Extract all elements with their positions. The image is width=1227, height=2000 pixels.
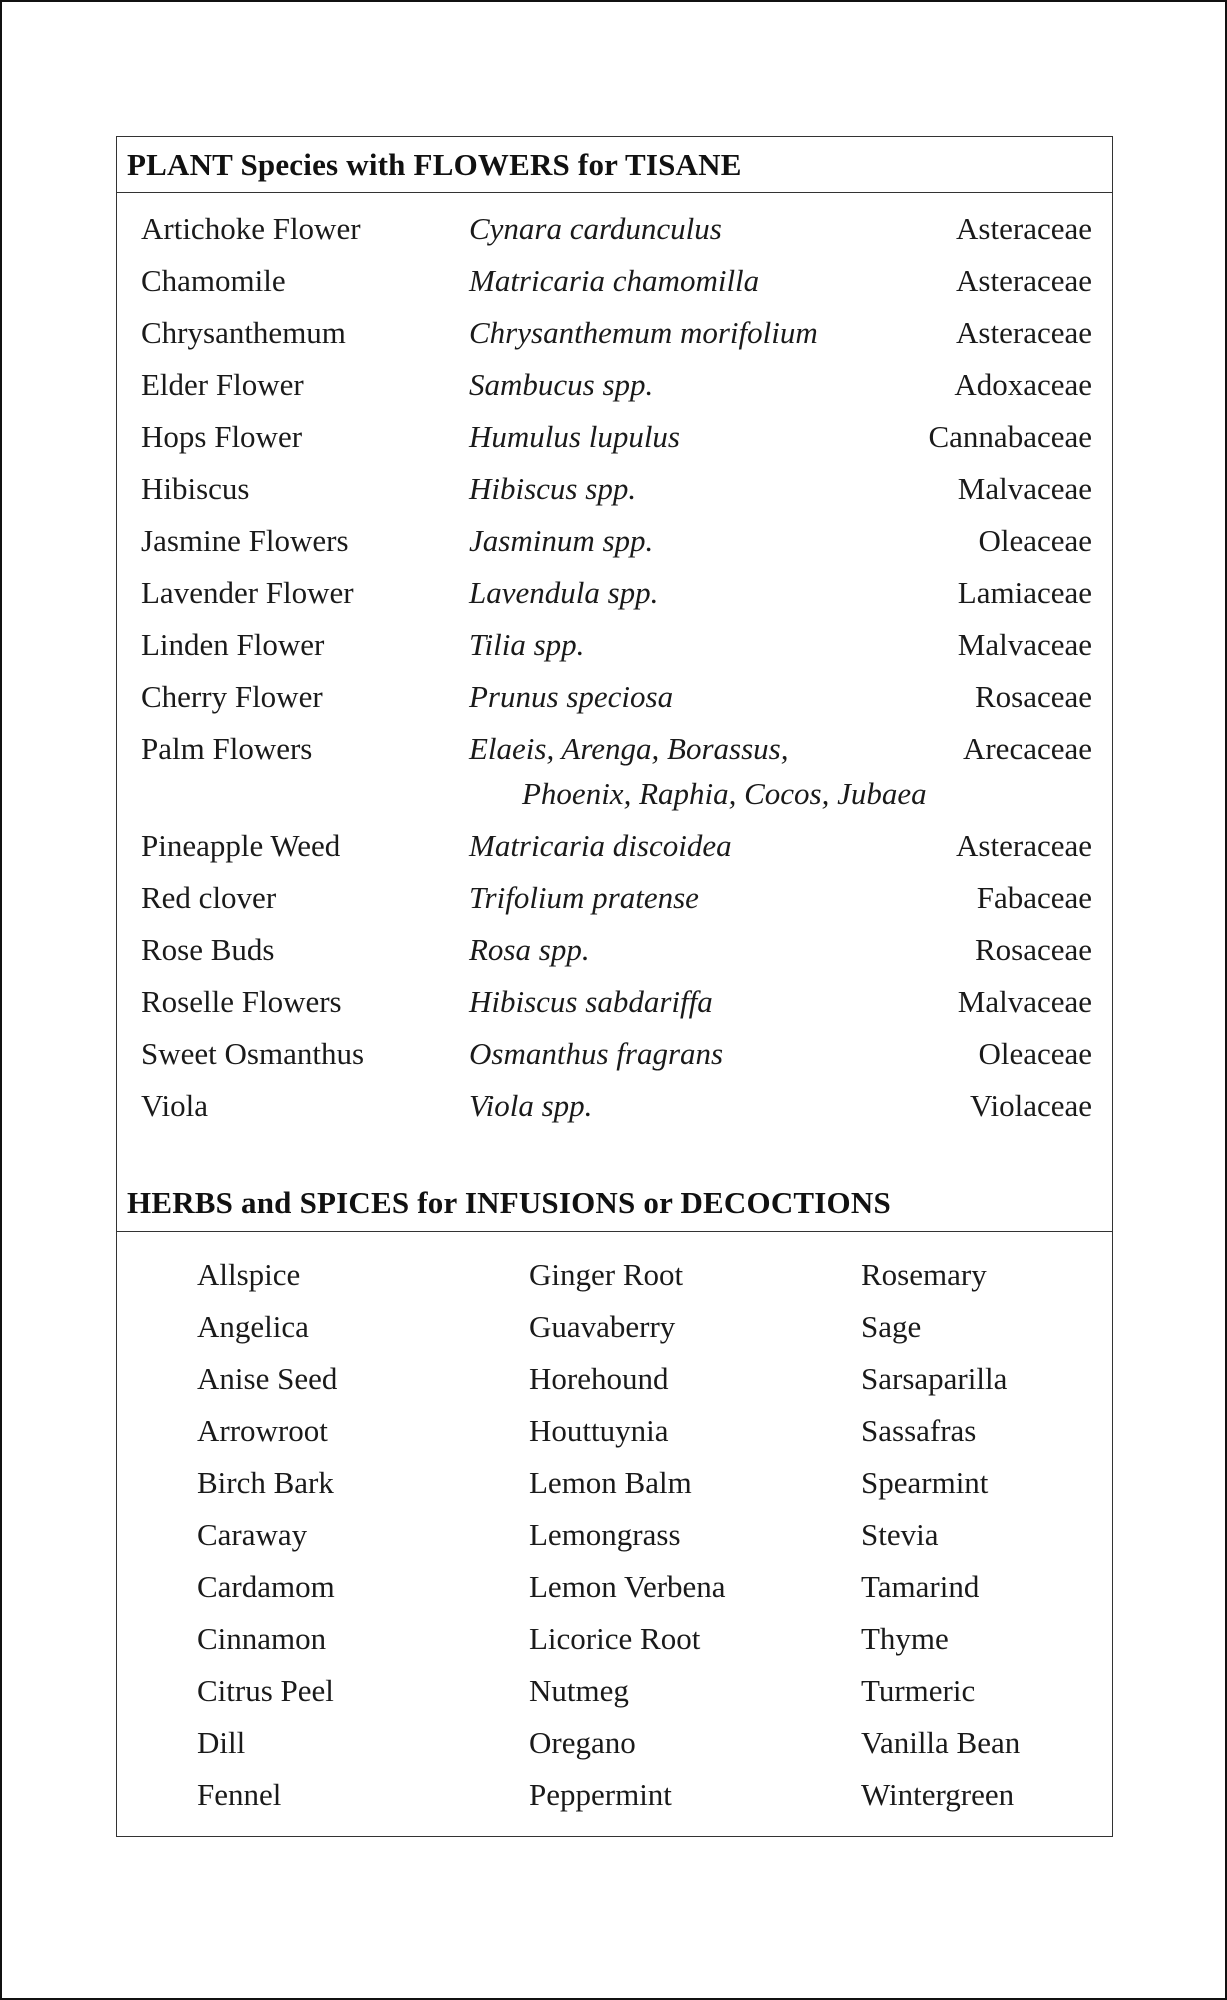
- common-name: Linden Flower: [141, 627, 325, 662]
- flower-row: [117, 315, 1112, 365]
- family-name: Malvaceae: [957, 984, 1092, 1019]
- herb-item: Anise Seed: [197, 1361, 338, 1396]
- scientific-name: Humulus lupulus: [469, 419, 680, 454]
- scientific-name-continued: Phoenix, Raphia, Cocos, Jubaea: [522, 776, 927, 811]
- common-name: Chamomile: [141, 263, 286, 298]
- scientific-name: Rosa spp.: [469, 932, 590, 967]
- herbs-column-3: [861, 1257, 1020, 1829]
- herbs-section-title: HERBS and SPICES for INFUSIONS or DECOCTIONS: [127, 1185, 891, 1220]
- common-name: Artichoke Flower: [141, 211, 361, 246]
- herbs-column-2: [529, 1257, 726, 1829]
- herb-item: Turmeric: [861, 1673, 976, 1708]
- family-name: Lamiaceae: [957, 575, 1092, 610]
- flower-row: [117, 627, 1112, 677]
- herb-item: Tamarind: [861, 1569, 980, 1604]
- scientific-name: Trifolium pratense: [469, 880, 699, 915]
- flower-row: [117, 880, 1112, 930]
- herb-item: Citrus Peel: [197, 1673, 334, 1708]
- herb-item: Vanilla Bean: [861, 1725, 1021, 1760]
- flowers-section-title: PLANT Species with FLOWERS for TISANE: [127, 147, 742, 182]
- herb-item: Wintergreen: [861, 1777, 1015, 1812]
- herb-item: Allspice: [197, 1257, 301, 1292]
- common-name: Palm Flowers: [141, 731, 313, 766]
- common-name: Hibiscus: [141, 471, 250, 506]
- scientific-name: Hibiscus spp.: [469, 471, 637, 506]
- herb-item: Rosemary: [861, 1257, 987, 1292]
- herb-item: Lemon Balm: [529, 1465, 692, 1500]
- herb-item: Spearmint: [861, 1465, 989, 1500]
- herbs-title-rule: [117, 1231, 1112, 1232]
- herb-item: Cinnamon: [197, 1621, 327, 1656]
- scientific-name: Lavendula spp.: [469, 575, 659, 610]
- scientific-name: Hibiscus sabdariffa: [469, 984, 713, 1019]
- herb-item: Angelica: [197, 1309, 309, 1344]
- herb-item: Cardamom: [197, 1569, 335, 1604]
- scientific-name: Tilia spp.: [469, 627, 585, 662]
- scientific-name: Cynara cardunculus: [469, 211, 722, 246]
- family-name: Cannabaceae: [928, 419, 1092, 454]
- scientific-name: Elaeis, Arenga, Borassus,: [469, 731, 789, 766]
- flower-row: [117, 828, 1112, 878]
- flower-row: [117, 471, 1112, 521]
- flower-row: [117, 575, 1112, 625]
- common-name: Chrysanthemum: [141, 315, 346, 350]
- herbs-column-1: [197, 1257, 337, 1829]
- flower-row: [117, 1088, 1112, 1138]
- herb-item: Sage: [861, 1309, 922, 1344]
- common-name: Viola: [141, 1088, 209, 1123]
- scientific-name: Viola spp.: [469, 1088, 593, 1123]
- herb-item: Nutmeg: [529, 1673, 629, 1708]
- family-name: Malvaceae: [957, 627, 1092, 662]
- herb-item: Fennel: [197, 1777, 282, 1812]
- flower-row: [117, 932, 1112, 982]
- herb-item: Lemon Verbena: [529, 1569, 726, 1604]
- flower-row: [117, 367, 1112, 417]
- scientific-name: Matricaria chamomilla: [469, 263, 760, 298]
- flower-row: [117, 419, 1112, 469]
- scientific-name: Prunus speciosa: [469, 679, 674, 714]
- family-name: Asteraceae: [956, 211, 1092, 246]
- herb-item: Guavaberry: [529, 1309, 676, 1344]
- scientific-name: Jasminum spp.: [469, 523, 654, 558]
- scientific-name: Matricaria discoidea: [469, 828, 732, 863]
- herb-item: Horehound: [529, 1361, 669, 1396]
- flower-row: [117, 731, 1112, 811]
- family-name: Adoxaceae: [954, 367, 1092, 402]
- flower-row: [117, 211, 1112, 261]
- family-name: Fabaceae: [976, 880, 1092, 915]
- family-name: Asteraceae: [956, 828, 1092, 863]
- common-name: Roselle Flowers: [141, 984, 342, 1019]
- family-name: Rosaceae: [974, 679, 1092, 714]
- herb-item: Oregano: [529, 1725, 636, 1760]
- herb-item: Peppermint: [529, 1777, 672, 1812]
- herb-item: Houttuynia: [529, 1413, 669, 1448]
- herb-item: Sarsaparilla: [861, 1361, 1008, 1396]
- family-name: Asteraceae: [956, 315, 1092, 350]
- scientific-name: Chrysanthemum morifolium: [469, 315, 818, 350]
- herb-item: Caraway: [197, 1517, 308, 1552]
- common-name: Pineapple Weed: [141, 828, 341, 863]
- family-name: Asteraceae: [956, 263, 1092, 298]
- herb-item: Arrowroot: [197, 1413, 328, 1448]
- herb-item: Birch Bark: [197, 1465, 334, 1500]
- common-name: Cherry Flower: [141, 679, 323, 714]
- herb-item: Dill: [197, 1725, 246, 1760]
- family-name: Oleaceae: [978, 523, 1092, 558]
- flower-row: [117, 679, 1112, 729]
- common-name: Red clover: [141, 880, 277, 915]
- common-name: Sweet Osmanthus: [141, 1036, 365, 1071]
- flower-row: [117, 984, 1112, 1034]
- scientific-name: Osmanthus fragrans: [469, 1036, 724, 1071]
- family-name: Malvaceae: [957, 471, 1092, 506]
- family-name: Rosaceae: [974, 932, 1092, 967]
- herb-item: Stevia: [861, 1517, 939, 1552]
- herb-item: Ginger Root: [529, 1257, 684, 1292]
- common-name: Lavender Flower: [141, 575, 354, 610]
- common-name: Elder Flower: [141, 367, 304, 402]
- family-name: Violaceae: [969, 1088, 1092, 1123]
- common-name: Hops Flower: [141, 419, 303, 454]
- flowers-title-rule: [117, 192, 1112, 193]
- flower-row: [117, 1036, 1112, 1086]
- flower-row: [117, 523, 1112, 573]
- family-name: Oleaceae: [978, 1036, 1092, 1071]
- herb-item: Licorice Root: [529, 1621, 701, 1656]
- scientific-name: Sambucus spp.: [469, 367, 654, 402]
- tisane-panel: [116, 136, 1113, 1837]
- herb-item: Thyme: [861, 1621, 949, 1656]
- family-name: Arecaceae: [962, 731, 1092, 766]
- common-name: Rose Buds: [141, 932, 275, 967]
- common-name: Jasmine Flowers: [141, 523, 349, 558]
- flower-row: [117, 263, 1112, 313]
- herb-item: Sassafras: [861, 1413, 977, 1448]
- herb-item: Lemongrass: [529, 1517, 681, 1552]
